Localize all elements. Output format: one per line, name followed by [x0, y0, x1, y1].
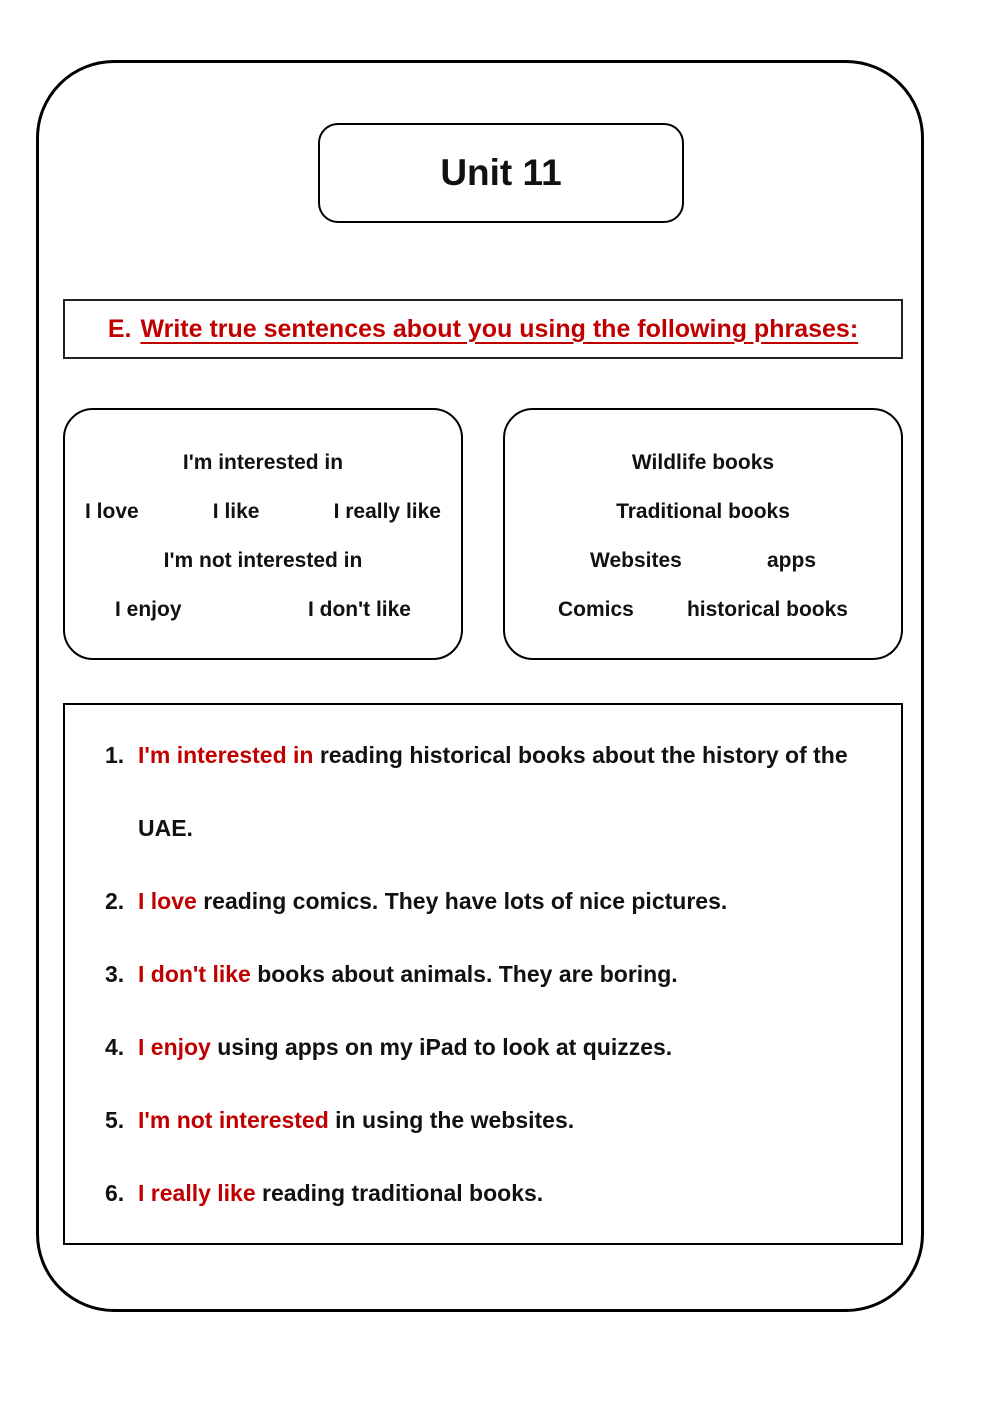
- sentence-phrase: I enjoy: [138, 1034, 211, 1060]
- exercise-instruction: Write true sentences about you using the following phrases:: [140, 314, 859, 343]
- topic-item: Comics: [558, 597, 634, 621]
- sentence-number: 1.: [105, 742, 125, 768]
- sentence-rest: reading traditional books.: [262, 1180, 544, 1206]
- sentence: [105, 719, 877, 865]
- phrase-item: I really like: [333, 499, 441, 523]
- unit-title-box: [318, 123, 684, 223]
- sentence-rest: in using the websites.: [335, 1107, 575, 1133]
- topic-item: historical books: [686, 597, 848, 621]
- phrase-item: I enjoy: [115, 597, 182, 621]
- topics-row-2: [505, 487, 901, 536]
- topic-item: apps: [766, 548, 816, 572]
- phrase-item: I love: [85, 499, 139, 523]
- unit-title: Unit 11: [440, 152, 562, 193]
- sentence-phrase: I'm not interested: [138, 1107, 329, 1133]
- sentence: [105, 938, 877, 1011]
- phrases-row-1: [65, 438, 461, 487]
- phrase-item: I like: [212, 499, 260, 523]
- topics-box: [503, 408, 903, 660]
- sentence: [105, 865, 877, 938]
- exercise-header: [63, 299, 903, 359]
- phrases-row-2: [65, 487, 461, 536]
- phrases-row-3: [65, 536, 461, 585]
- sentence-phrase: I really like: [138, 1180, 256, 1206]
- sentence-rest: using apps on my iPad to look at quizzes.: [217, 1034, 673, 1060]
- sentence-number: 2.: [105, 888, 125, 914]
- sentence-rest: reading historical books about the history of the UAE.: [138, 742, 848, 841]
- sentence-number: 6.: [105, 1180, 125, 1206]
- sentence-phrase: I'm interested in: [138, 742, 314, 768]
- phrase-item: I'm not interested in: [163, 548, 363, 572]
- phrase-item: I'm interested in: [182, 450, 344, 474]
- sentence-rest: books about animals. They are boring.: [257, 961, 678, 987]
- sentence: [105, 1157, 877, 1230]
- phrases-box: [63, 408, 463, 660]
- topic-item: Traditional books: [616, 499, 790, 523]
- topics-row-4: [505, 585, 901, 634]
- topic-item: Wildlife books: [631, 450, 775, 474]
- sentence-number: 3.: [105, 961, 125, 987]
- sentence-phrase: I love: [138, 888, 197, 914]
- sentences-box: [63, 703, 903, 1245]
- worksheet-border: [36, 60, 924, 1312]
- topics-row-1: [505, 438, 901, 487]
- phrase-item: I don't like: [307, 597, 411, 621]
- exercise-letter: E.: [107, 314, 132, 343]
- sentence-phrase: I don't like: [138, 961, 251, 987]
- sentence-number: 5.: [105, 1107, 125, 1133]
- topics-row-3: [505, 536, 901, 585]
- sentence-number: 4.: [105, 1034, 125, 1060]
- topic-item: Websites: [590, 548, 682, 572]
- phrase-boxes-row: [63, 408, 903, 660]
- sentence: [105, 1084, 877, 1157]
- sentence-rest: reading comics. They have lots of nice pictures.: [203, 888, 728, 914]
- phrases-row-4: [65, 585, 461, 634]
- sentence: [105, 1011, 877, 1084]
